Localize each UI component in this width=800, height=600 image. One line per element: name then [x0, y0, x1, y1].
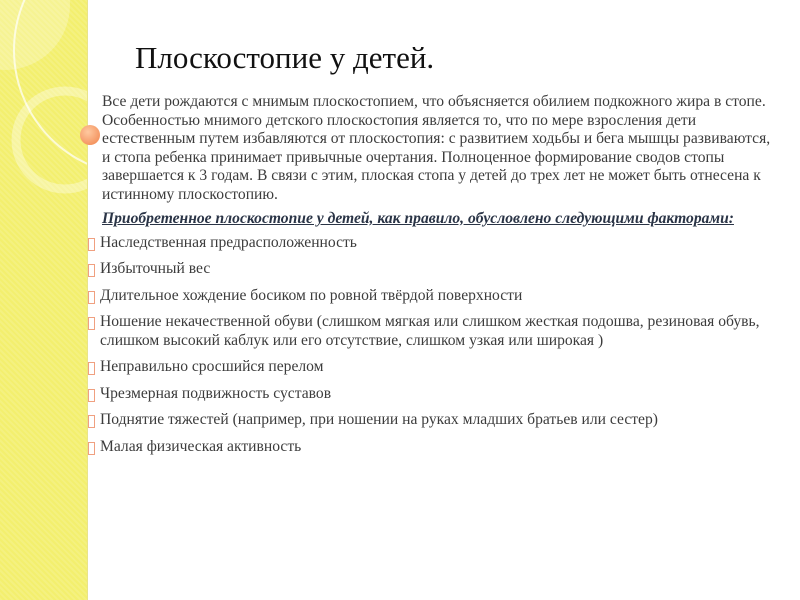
bullet-icon: [88, 264, 95, 277]
list-item: [88, 287, 782, 306]
list-item: [88, 358, 782, 377]
factors-list: [88, 234, 782, 457]
list-item-text: Малая физическая активность: [100, 437, 302, 455]
list-item: [88, 234, 782, 253]
list-item-text: Длительное хождение босиком по ровной твёрдой поверхности: [100, 286, 523, 304]
bullet-icon: [88, 442, 95, 455]
list-item: [88, 385, 782, 404]
list-item: [88, 313, 782, 350]
bullet-icon: [88, 415, 95, 428]
list-item: [88, 438, 782, 457]
list-item-text: Ношение некачественной обуви (слишком мягкая или слишком жесткая подошва, резиновая обувь, слишком высокий каблук или его отсутствие, слишком узкая или широкая ): [100, 313, 760, 349]
slide-body: [102, 93, 782, 464]
list-item-text: Чрезмерная подвижность суставов: [100, 384, 332, 402]
decorative-circles: [0, 0, 87, 600]
list-item-text: Наследственная предрасположенность: [100, 233, 357, 251]
factors-heading: Приобретенное плоскостопие у детей, как правило, обусловлено следующими факторами:: [102, 210, 734, 227]
decorative-circle: [0, 0, 70, 70]
decorative-side-panel: [0, 0, 88, 600]
orange-dot-icon: [80, 125, 100, 145]
intro-paragraph: Все дети рождаются с мнимым плоскостопием, что объясняется обилием подкожного жира в стопе. Особенностью мнимого детского плоскостопия является то, что по мере взросления дети естественным путем избавляются от плоскостопия: с развитием ходьбы и бега мышцы развиваются, и стопа ребенка принимает привычные очертания. Полноценное формирование сводов стопы завершается к 3 годам. В связи с этим, плоская стопа у детей до трех лет не может быть отнесена к истинному плоскостопию.: [102, 93, 771, 203]
bullet-icon: [88, 389, 95, 402]
list-item-text: Избыточный вес: [100, 260, 211, 277]
list-item-text: Неправильно сросшийся перелом: [100, 358, 324, 375]
bullet-icon: [88, 238, 95, 251]
bullet-icon: [88, 362, 95, 375]
slide-title: Плоскостопие у детей.: [135, 40, 435, 75]
list-item-text: Поднятие тяжестей (например, при ношении на руках младших братьев или сестер): [100, 411, 658, 428]
list-item: [88, 260, 782, 279]
bullet-icon: [88, 317, 95, 330]
bullet-icon: [88, 291, 95, 304]
list-item: [88, 411, 782, 430]
